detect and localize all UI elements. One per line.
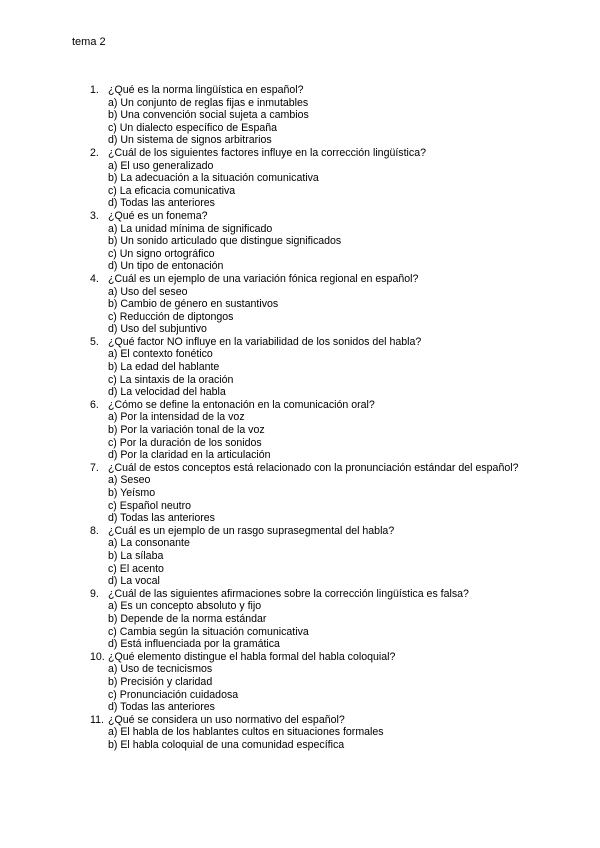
- answer-option: d) Por la claridad en la articulación: [108, 449, 271, 462]
- answer-option: d) Todas las anteriores: [108, 197, 215, 210]
- answer-option: b) Yeísmo: [108, 487, 156, 499]
- answer-option: a) Seseo: [108, 474, 151, 487]
- answer-option: c) El acento: [108, 562, 164, 575]
- answer-option: a) La consonante: [108, 537, 190, 550]
- answer-option: c) Español neutro: [108, 499, 192, 512]
- answer-option: b) Por la variación tonal de la voz: [108, 424, 265, 437]
- question-text: ¿Cuál es un ejemplo de un rasgo suprasegmental del habla?: [108, 524, 395, 537]
- question-item: [90, 714, 526, 752]
- answer-option: d) Todas las anteriores: [108, 701, 215, 714]
- answer-option: c) La eficacia comunicativa: [108, 184, 236, 197]
- answer-option: a) Un conjunto de reglas fijas e inmutables: [108, 96, 309, 109]
- answer-option: a) El uso generalizado: [108, 159, 214, 172]
- answer-option: d) La velocidad del habla: [108, 386, 226, 399]
- question-item: [90, 84, 526, 147]
- question-item: [90, 525, 526, 588]
- answer-option: b) Una convención social sujeta a cambios: [108, 109, 309, 122]
- answer-option: d) Un tipo de entonación: [108, 260, 224, 273]
- answer-option: b) La edad del hablante: [108, 361, 220, 374]
- question-item: [90, 399, 526, 462]
- answer-option: c) Un dialecto específico de España: [108, 121, 278, 134]
- answer-option: a) El contexto fonético: [108, 348, 213, 361]
- question-number: 7.: [90, 461, 99, 474]
- document-title: tema 2: [72, 36, 106, 48]
- answer-option: a) La unidad mínima de significado: [108, 222, 273, 235]
- question-number: 11.: [90, 713, 104, 726]
- question-number: 2.: [90, 146, 99, 159]
- answer-option: b) La adecuación a la situación comunicativa: [108, 172, 319, 185]
- question-text: ¿Cuál es un ejemplo de una variación fónica regional en español?: [108, 272, 419, 285]
- question-text: ¿Cuál de las siguientes afirmaciones sobre la corrección lingüística es falsa?: [108, 587, 469, 600]
- question-text: ¿Cuál de los siguientes factores influye en la corrección lingüística?: [108, 146, 426, 159]
- question-number: 9.: [90, 587, 99, 600]
- answer-option: a) Es un concepto absoluto y fijo: [108, 600, 262, 613]
- question-item: [90, 588, 526, 651]
- question-item: [90, 147, 526, 210]
- answer-option: a) Uso del seseo: [108, 285, 188, 298]
- answer-option: a) El habla de los hablantes cultos en situaciones formales: [108, 726, 384, 739]
- question-number: 6.: [90, 398, 99, 411]
- question-text: ¿Cuál de estos conceptos está relacionado con la pronunciación estándar del español?: [108, 461, 519, 474]
- question-item: [90, 336, 526, 399]
- question-number: 1.: [90, 84, 99, 96]
- question-text: ¿Qué se considera un uso normativo del español?: [108, 713, 345, 726]
- question-number: 8.: [90, 524, 99, 537]
- question-number: 10.: [90, 650, 105, 663]
- answer-option: c) Por la duración de los sonidos: [108, 436, 262, 449]
- question-item: [90, 651, 526, 714]
- question-number: 4.: [90, 272, 99, 285]
- answer-option: c) Un signo ortográfico: [108, 247, 215, 260]
- question-item: [90, 273, 526, 336]
- answer-option: c) Reducción de diptongos: [108, 310, 234, 323]
- answer-option: a) Uso de tecnicismos: [108, 663, 213, 676]
- question-item: [90, 462, 526, 525]
- question-number: 5.: [90, 335, 99, 348]
- question-text: ¿Qué es un fonema?: [108, 209, 208, 222]
- question-text: ¿Qué elemento distingue el habla formal del habla coloquial?: [108, 650, 396, 663]
- question-text: ¿Cómo se define la entonación en la comunicación oral?: [108, 398, 375, 411]
- answer-option: b) Precisión y claridad: [108, 675, 213, 688]
- answer-option: b) El habla coloquial de una comunidad específica: [108, 738, 345, 751]
- answer-option: c) Pronunciación cuidadosa: [108, 688, 239, 701]
- answer-option: d) Está influenciada por la gramática: [108, 638, 280, 651]
- question-item: [90, 210, 526, 273]
- answer-option: d) La vocal: [108, 575, 160, 588]
- answer-option: b) Cambio de género en sustantivos: [108, 298, 279, 311]
- answer-option: b) Depende de la norma estándar: [108, 612, 267, 625]
- answer-option: c) La sintaxis de la oración: [108, 373, 234, 386]
- question-number: 3.: [90, 209, 99, 222]
- answer-option: d) Todas las anteriores: [108, 512, 215, 525]
- answer-option: a) Por la intensidad de la voz: [108, 411, 245, 424]
- question-list: [90, 84, 526, 751]
- question-text: ¿Qué es la norma lingüística en español?: [108, 84, 304, 96]
- answer-option: d) Un sistema de signos arbitrarios: [108, 134, 272, 147]
- answer-option: c) Cambia según la situación comunicativa: [108, 625, 309, 638]
- answer-option: d) Uso del subjuntivo: [108, 323, 207, 336]
- answer-option: b) Un sonido articulado que distingue significados: [108, 235, 342, 248]
- question-text: ¿Qué factor NO influye en la variabilidad de los sonidos del habla?: [108, 335, 422, 348]
- answer-option: b) La sílaba: [108, 549, 164, 562]
